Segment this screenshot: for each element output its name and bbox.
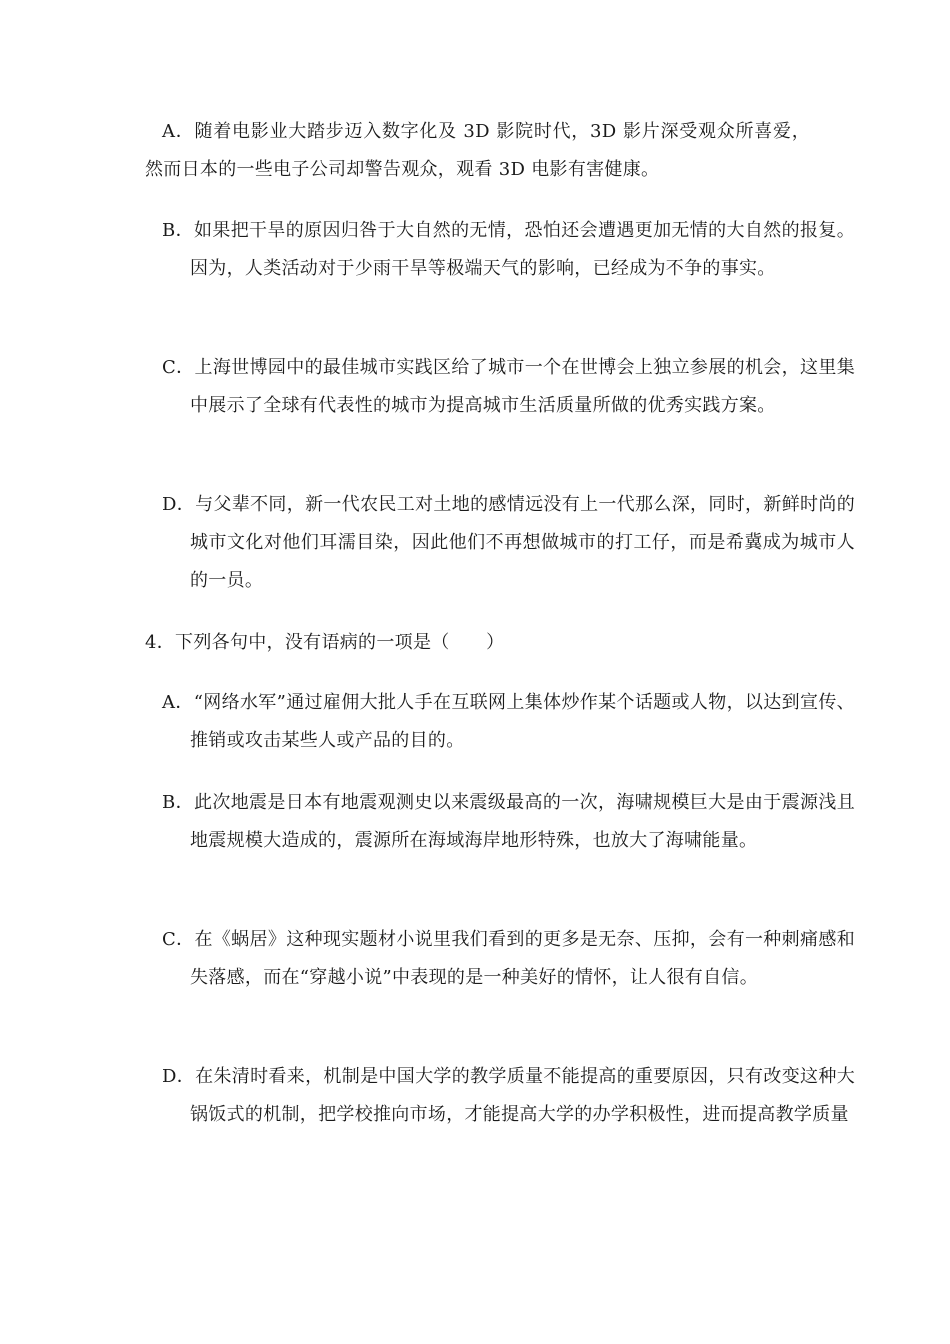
q3-option-b [145,212,855,288]
q4-option-b [145,784,855,860]
option-label: B． [162,220,194,241]
option-label: A． [162,692,194,713]
option-text: 在朱清时看来，机制是中国大学的教学质量不能提高的重要原因，只有改变这种大锅饭式的机制，把学校推向市场，才能提高大学的办学积极性，进而提高教学质量 [190,1066,855,1125]
q4-option-c [145,921,855,997]
option-label: C． [162,929,195,950]
option-text: 上海世博园中的最佳城市实践区给了城市一个在世博会上独立参展的机会，这里集中展示了全球有代表性的城市为提高城市生活质量所做的优秀实践方案。 [190,357,856,416]
q4-stem: 4．下列各句中，没有语病的一项是（ ） [145,632,505,653]
q3-option-c [145,349,855,425]
q3-option-d [145,486,855,600]
option-text: 与父辈不同，新一代农民工对土地的感情远没有上一代那么深，同时，新鲜时尚的城市文化对他们耳濡目染，因此他们不再想做城市的打工仔，而是希冀成为城市人的一员。 [190,494,855,591]
q3-option-a [145,113,810,189]
option-text: “网络水军”通过雇佣大批人手在互联网上集体炒作某个话题或人物，以达到宣传、推销或攻击某些人或产品的目的。 [190,692,855,751]
option-label: D． [162,1066,196,1087]
option-label: C． [162,357,195,378]
option-text: 此次地震是日本有地震观测史以来震级最高的一次，海啸规模巨大是由于震源浅且地震规模大造成的，震源所在海域海岸地形特殊，也放大了海啸能量。 [190,792,856,851]
option-text: 如果把干旱的原因归咎于大自然的无情，恐怕还会遭遇更加无情的大自然的报复。因为，人类活动对于少雨干旱等极端天气的影响，已经成为不争的事实。 [190,220,856,279]
q4-option-a [145,684,855,760]
option-text: 在《蜗居》这种现实题材小说里我们看到的更多是无奈、压抑，会有一种刺痛感和失落感，而在“穿越小说”中表现的是一种美好的情怀，让人很有自信。 [190,929,856,988]
option-label: B． [162,792,194,813]
option-text: 随着电影业大踏步迈入数字化及 3D 影院时代，3D 影片深受观众所喜爱，然而日本的一些电子公司却警告观众，观看 3D 电影有害健康。 [145,121,810,180]
option-label: A． [162,121,195,142]
q4-option-d [145,1058,855,1134]
option-label: D． [162,494,196,515]
